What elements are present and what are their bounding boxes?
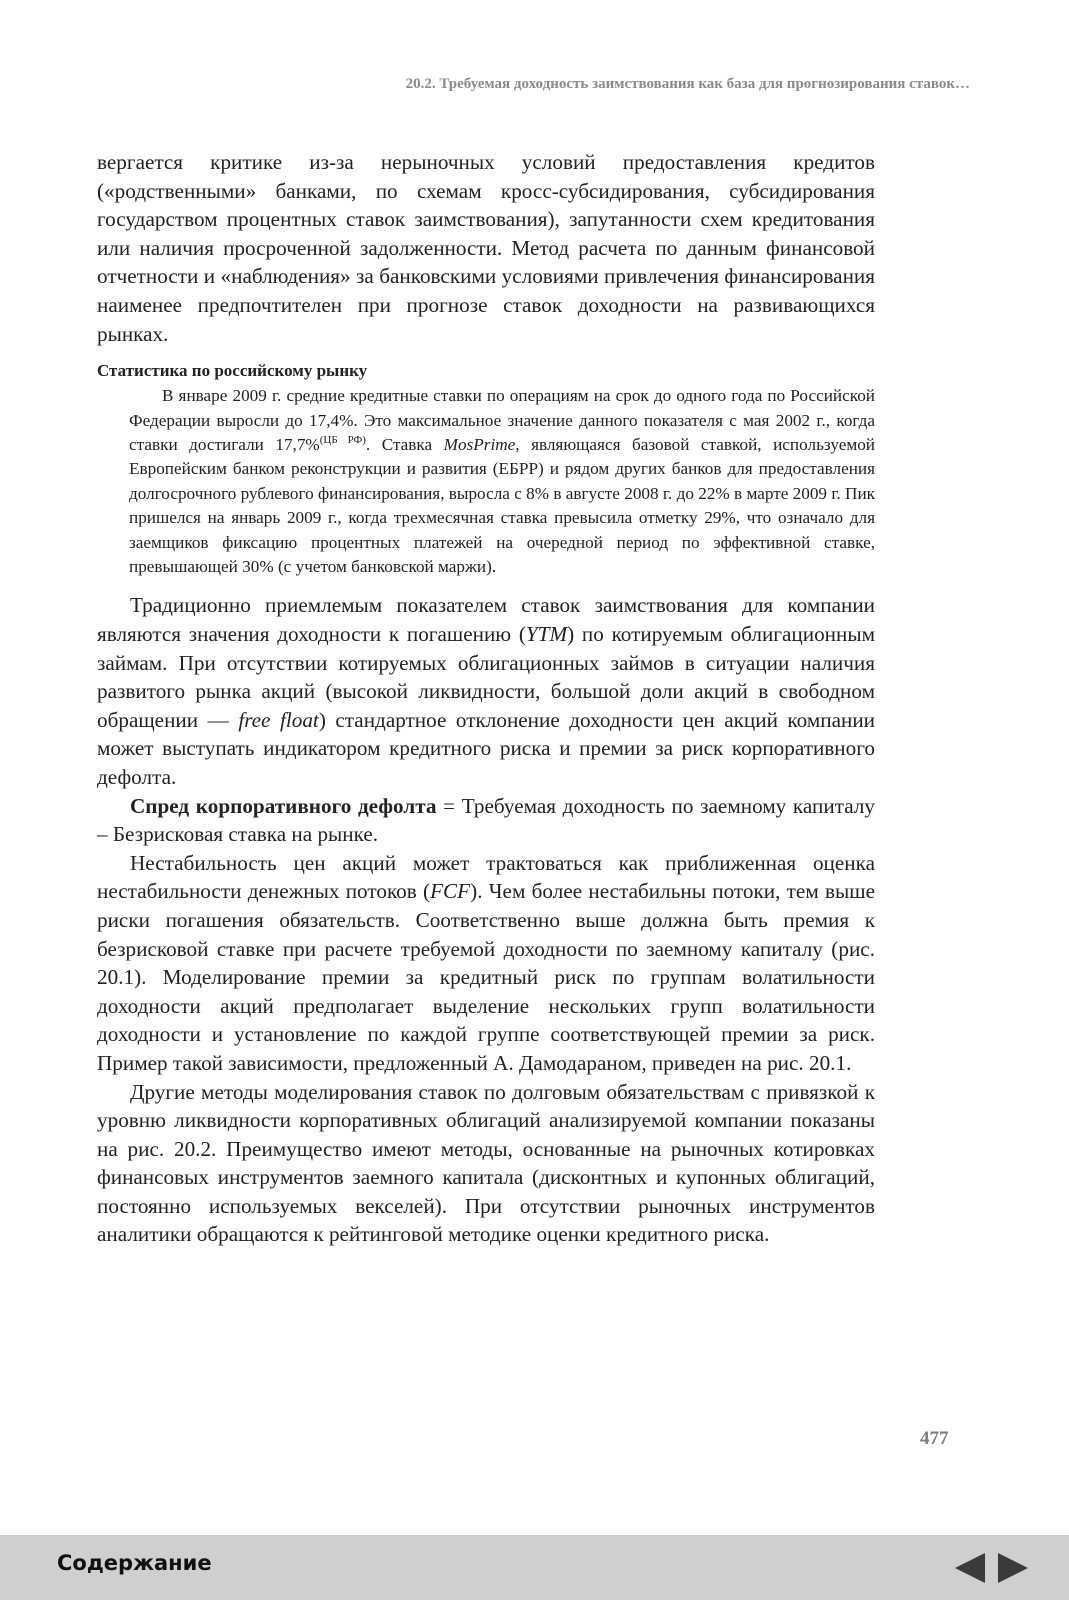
contents-link[interactable]: Содержание xyxy=(57,1551,212,1575)
sidebar-mosprime: MosPrime, xyxy=(443,434,520,454)
ytm-term: YTM xyxy=(525,622,568,646)
paragraph-4-part-a: Нестабильность цен акций может трактоваться как приближенная оценка нестабильности денежных потоков ( xyxy=(97,850,875,904)
sidebar-text-c: являющаяся базовой ставкой, используемой Европейским банком реконструкции и развития (ЕБРР) и рядом других банков для предоставления долгосрочного рублевого финансирования, выросла с 8% в августе 2008 г. до 22% в марте 2009 г. Пик пришелся на январь 2009 г., когда трехмесячная ставка превысила отметку 29%, что означало для заемщиков фиксацию процентных платежей на очередной период по эффективной ставке, превышающей 30% (с учетом банковской маржи). xyxy=(129,434,875,576)
sidebar-text-b: . Ставка xyxy=(365,434,444,454)
paragraph-5: Другие методы моделирования ставок по долговым обязательствам с привязкой к уровню ликвидности корпоративных облигаций анализируемой компании показаны на рис. 20.2. Преимущество имеют методы, основанные на рыночных котировках финансовых инструментов заемного капитала (дисконтных и купонных облигаций, постоянно используемых векселей). При отсутствии рыночных инструментов аналитики обращаются к рейтинговой методике оценки кредитного риска. xyxy=(97,1079,875,1247)
sidebar-text-a: В январе 2009 г. средние кредитные ставки по операциям на срок до одного года по Российской Федерации выросли до 17,4%. Это максимальное значение данного показателя с мая 2002 г., когда ставки достигали 17,7% xyxy=(129,386,875,454)
paragraph-4 xyxy=(97,849,875,1078)
sidebar-source-note: (ЦБ РФ) xyxy=(319,433,366,446)
page-body xyxy=(97,148,875,1249)
paragraph-2-part-b: ) по котируемым облигационным займам. При отсутствии котируемых облигационных займов в ситуации наличия развитого рынка акций (высокой ликвидности, большой доли акций в свободном обращении — xyxy=(97,622,875,732)
sidebar-paragraph xyxy=(129,384,875,579)
paragraph-1: вергается критике из-за нерыночных условий предоставления кредитов («родственными» банками, по схемам кросс-субсидирования, субсидирования государством процентных ставок заимствования), запутанности схем кредитования или наличия просроченной задолженности. Метод расчета по данным финансовой отчетности и «наблюдения» за банковскими условиями привлечения финансирования наименее предпочтителен при прогнозе ставок доходности на развивающихся рынках. xyxy=(97,150,875,346)
triangle-left-icon[interactable] xyxy=(955,1553,985,1583)
running-header: 20.2. Требуемая доходность заимствования как база для прогнозирования ставок… xyxy=(405,76,970,92)
paragraph-2 xyxy=(97,591,875,791)
free-float-term: free float xyxy=(238,707,319,732)
paragraph-3-definition xyxy=(97,792,875,849)
definition-term: Спред корпоративного дефолта xyxy=(130,793,437,818)
page-number: 477 xyxy=(920,1428,949,1449)
paragraph-4-part-b: ). Чем более нестабильны потоки, тем выше риски погашения обязательств. Соответственно выше должна быть премия к безрисковой ставке при расчете требуемой доходности по заемному капиталу (рис. 20.1). Моделирование премии за кредитный риск по группам волатильности доходности акций предполагает выделение нескольких групп волатильности доходности и установление по каждой группе соответствующей премии за риск. Пример такой зависимости, предложенный А. Дамодараном, приведен на рис. 20.1. xyxy=(97,879,875,1075)
paragraph-2-part-a: Традиционно приемлемым показателем ставок заимствования для компании являются значения доходности к погашению ( xyxy=(97,593,875,646)
definition-text: = Требуемая доходность по заемному капиталу – Безрисковая ставка на рынке. xyxy=(97,793,875,847)
sidebar-heading: Статистика по российскому рынку xyxy=(97,361,368,381)
fcf-term: FCF xyxy=(430,879,471,904)
sidebar-russian-market-stats xyxy=(97,384,875,579)
footer-navigation-bar xyxy=(0,1535,1069,1600)
paragraph-2-part-c: ) стандартное отклонение доходности цен акций компании может выступать индикатором кредитного риска и премии за риск корпоративного дефолта. xyxy=(97,707,875,789)
triangle-right-icon[interactable] xyxy=(998,1553,1028,1583)
